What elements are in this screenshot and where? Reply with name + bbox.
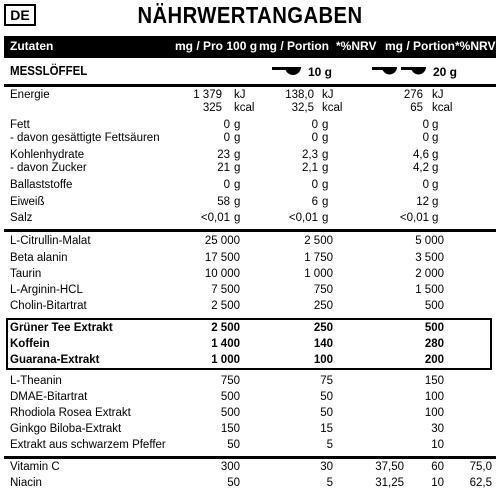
value-portion2: 12 xyxy=(416,196,429,208)
value-portion2: 1 500 xyxy=(415,284,444,296)
value-100: 0 xyxy=(223,179,230,191)
value-portion: 100 xyxy=(313,354,333,366)
unit: kcal xyxy=(234,102,255,114)
value-portion: 5 xyxy=(326,477,333,489)
row-label: L-Citrullin-Malat xyxy=(10,235,91,247)
value-portion2: 0 xyxy=(422,179,429,191)
row-label: Rhodiola Rosea Extrakt xyxy=(10,407,131,419)
row-label: Kohlenhydrate xyxy=(10,149,85,161)
value-portion2: 500 xyxy=(424,322,444,334)
table-row xyxy=(4,162,496,177)
unit: g xyxy=(234,119,241,131)
unit: g xyxy=(234,179,241,191)
value-100: 150 xyxy=(220,423,240,435)
unit: g xyxy=(322,196,329,208)
value-portion: 30 xyxy=(320,461,333,473)
table-row xyxy=(4,284,496,299)
value-100: 0 xyxy=(223,132,230,144)
value-portion2: 5 000 xyxy=(415,235,444,247)
value-portion: 1 000 xyxy=(304,268,333,280)
unit: g xyxy=(432,132,439,144)
value-portion2: 3 500 xyxy=(415,252,444,264)
row-label: - davon gesättigte Fettsäuren xyxy=(10,132,160,144)
scoop-double-value: 20 g xyxy=(433,65,458,79)
row-label: Fett xyxy=(10,119,30,131)
table-row xyxy=(4,212,496,227)
value-100: 23 xyxy=(217,149,230,161)
value-portion: 750 xyxy=(313,284,333,296)
value-nrv2: 75,0 xyxy=(469,461,492,473)
value-portion2: 500 xyxy=(424,300,444,312)
scoop-double xyxy=(372,63,457,81)
value-portion: 250 xyxy=(313,322,333,334)
row-label: Eiweiß xyxy=(10,196,45,208)
value-portion: 75 xyxy=(320,375,333,387)
unit: g xyxy=(234,162,241,174)
value-portion: 50 xyxy=(320,391,333,403)
value-portion2: 4,6 xyxy=(413,149,429,161)
table-row xyxy=(4,235,496,250)
table-row xyxy=(4,423,496,438)
value-portion: 2 500 xyxy=(304,235,333,247)
row-label: Guarana-Extrakt xyxy=(10,354,100,366)
row-label: Ballaststoffe xyxy=(10,179,73,191)
unit: g xyxy=(432,212,439,224)
value-portion2: 200 xyxy=(424,354,444,366)
value-100: 2 500 xyxy=(211,300,240,312)
energy-kj-100: 1 379 xyxy=(193,89,222,101)
table-row xyxy=(4,300,496,315)
value-portion2: 30 xyxy=(431,423,444,435)
value-portion2: <0,01 xyxy=(399,212,429,224)
value-portion: 15 xyxy=(320,423,333,435)
row-label: Extrakt aus schwarzem Pfeffer xyxy=(10,439,166,451)
table-row xyxy=(4,268,496,283)
divider xyxy=(4,229,496,232)
unit: g xyxy=(432,196,439,208)
value-100: 50 xyxy=(227,439,240,451)
row-label: L-Arginin-HCL xyxy=(10,284,83,296)
energy-kj-portion: 138,0 xyxy=(285,89,314,101)
table-row xyxy=(4,179,496,194)
value-nrv1: 31,25 xyxy=(375,477,404,489)
value-100: 500 xyxy=(220,407,240,419)
value-portion: 2,3 xyxy=(302,149,318,161)
energy-kcal-portion2: 65 xyxy=(410,102,423,114)
value-100: 25 000 xyxy=(204,235,240,247)
value-portion: <0,01 xyxy=(288,212,318,224)
value-portion: 0 xyxy=(311,179,318,191)
row-label: L-Theanin xyxy=(10,375,62,387)
header-ingredients: Zutaten xyxy=(10,39,54,53)
value-100: 2 500 xyxy=(211,322,240,334)
scoop-single-value: 10 g xyxy=(308,65,333,79)
row-label: Koffein xyxy=(10,338,50,350)
table-row xyxy=(4,391,496,406)
table-row xyxy=(4,338,496,353)
header-nrv-2: *%NRV xyxy=(455,39,496,53)
unit: g xyxy=(432,119,439,131)
row-label: Ginkgo Biloba-Extrakt xyxy=(10,423,122,435)
value-100: 500 xyxy=(220,391,240,403)
unit: g xyxy=(234,196,241,208)
value-portion: 0 xyxy=(311,132,318,144)
value-100: 50 xyxy=(227,477,240,489)
unit: g xyxy=(432,162,439,174)
value-portion: 5 xyxy=(326,439,333,451)
table-row xyxy=(4,477,496,492)
header-portion-2: mg / Portion xyxy=(385,39,455,53)
scoop-single xyxy=(272,63,332,81)
measuring-spoon-row xyxy=(4,61,496,83)
header-per-100g: mg / Pro 100 g xyxy=(175,39,258,53)
table-row xyxy=(4,375,496,390)
value-100: <0,01 xyxy=(200,212,230,224)
unit: g xyxy=(322,212,329,224)
row-label: Niacin xyxy=(10,477,42,489)
value-100: 17 500 xyxy=(204,252,240,264)
energy-kcal-100: 325 xyxy=(202,102,222,114)
unit: kcal xyxy=(432,102,453,114)
value-portion: 1 750 xyxy=(304,252,333,264)
row-label: Cholin-Bitartrat xyxy=(10,300,87,312)
value-100: 10 000 xyxy=(204,268,240,280)
value-100: 1 000 xyxy=(211,354,240,366)
header-portion-1: mg / Portion xyxy=(259,39,329,53)
unit: g xyxy=(322,119,329,131)
unit: g xyxy=(322,162,329,174)
unit: kcal xyxy=(322,102,343,114)
row-label: - davon Zucker xyxy=(10,162,87,174)
row-label: Energie xyxy=(10,89,50,101)
energy-kcal-portion: 32,5 xyxy=(291,102,314,114)
value-portion2: 4,2 xyxy=(413,162,429,174)
table-row xyxy=(4,439,496,454)
value-100: 58 xyxy=(217,196,230,208)
table-row xyxy=(4,354,496,369)
table-row xyxy=(4,407,496,422)
table-header xyxy=(4,36,496,58)
row-label: DMAE-Bitartrat xyxy=(10,391,88,403)
value-100: 1 400 xyxy=(211,338,240,350)
value-nrv1: 37,50 xyxy=(375,461,404,473)
row-label: Taurin xyxy=(10,268,42,280)
unit: g xyxy=(234,132,241,144)
divider xyxy=(4,456,496,459)
table-row xyxy=(4,461,496,476)
value-portion2: 100 xyxy=(424,407,444,419)
unit: g xyxy=(432,179,439,191)
unit: g xyxy=(322,149,329,161)
row-label: Beta alanin xyxy=(10,252,68,264)
row-label: Salz xyxy=(10,212,33,224)
scoop-icon xyxy=(272,65,302,79)
row-label: Vitamin C xyxy=(10,461,60,473)
value-portion2: 10 xyxy=(431,477,444,489)
language-badge: DE xyxy=(4,4,36,26)
value-100: 21 xyxy=(217,162,230,174)
value-portion: 6 xyxy=(311,196,318,208)
value-portion: 250 xyxy=(313,300,333,312)
value-portion: 140 xyxy=(313,338,333,350)
value-portion: 50 xyxy=(320,407,333,419)
value-100: 0 xyxy=(223,119,230,131)
unit: kJ xyxy=(322,89,334,101)
unit: kJ xyxy=(432,89,444,101)
value-portion2: 150 xyxy=(424,375,444,387)
value-portion2: 0 xyxy=(422,132,429,144)
table-row xyxy=(4,322,496,337)
unit: g xyxy=(234,149,241,161)
divider xyxy=(4,84,496,87)
unit: g xyxy=(322,179,329,191)
unit: g xyxy=(432,149,439,161)
value-portion: 2,1 xyxy=(302,162,318,174)
table-row xyxy=(4,102,496,117)
table-row xyxy=(4,252,496,267)
table-row xyxy=(4,196,496,211)
value-portion2: 10 xyxy=(431,439,444,451)
value-portion2: 2 000 xyxy=(415,268,444,280)
value-portion2: 100 xyxy=(424,391,444,403)
value-portion: 0 xyxy=(311,119,318,131)
page-title: NÄHRWERTANGABEN xyxy=(137,2,363,28)
scoop-icon xyxy=(401,65,427,79)
value-portion2: 280 xyxy=(424,338,444,350)
header-nrv-1: *%NRV xyxy=(336,39,377,53)
unit: g xyxy=(322,132,329,144)
measuring-spoon-label: MESSLÖFFEL xyxy=(10,64,88,78)
energy-kj-portion2: 276 xyxy=(403,89,423,101)
value-portion2: 0 xyxy=(422,119,429,131)
value-100: 7 500 xyxy=(211,284,240,296)
value-100: 750 xyxy=(220,375,240,387)
row-label: Grüner Tee Extrakt xyxy=(10,322,113,334)
unit: kJ xyxy=(234,89,246,101)
table-row xyxy=(4,132,496,147)
scoop-icon xyxy=(372,65,398,79)
value-portion2: 60 xyxy=(431,461,444,473)
value-nrv2: 62,5 xyxy=(469,477,492,489)
unit: g xyxy=(234,212,241,224)
value-100: 300 xyxy=(220,461,240,473)
